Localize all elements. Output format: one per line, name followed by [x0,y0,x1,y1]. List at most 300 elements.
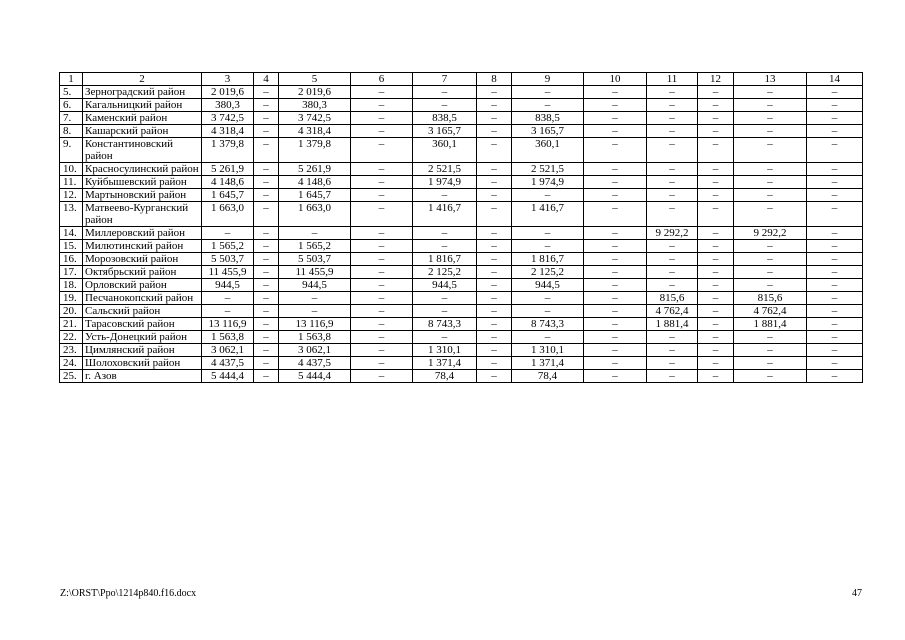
value-cell: – [647,112,698,125]
value-cell: – [351,331,413,344]
value-cell: – [807,370,863,383]
value-cell: – [477,318,512,331]
value-cell: – [202,227,254,240]
value-cell: – [734,202,807,227]
value-cell: – [477,202,512,227]
value-cell: 11 455,9 [279,266,351,279]
row-number: 25. [60,370,83,383]
value-cell: – [254,163,279,176]
value-cell: 1 563,8 [279,331,351,344]
header-cell: 12 [698,73,734,86]
value-cell: 4 148,6 [279,176,351,189]
row-number: 11. [60,176,83,189]
value-cell: – [477,227,512,240]
header-cell: 14 [807,73,863,86]
header-cell: 8 [477,73,512,86]
row-number: 18. [60,279,83,292]
value-cell: – [351,370,413,383]
value-cell: – [698,357,734,370]
value-cell: – [413,227,477,240]
header-cell: 13 [734,73,807,86]
value-cell: – [807,331,863,344]
value-cell: – [254,240,279,253]
district-name: Октябрьский район [83,266,202,279]
table-row [60,240,863,253]
value-cell: – [734,112,807,125]
value-cell: – [477,163,512,176]
district-name: Шолоховский район [83,357,202,370]
value-cell: – [254,253,279,266]
value-cell: 3 062,1 [202,344,254,357]
table-row [60,112,863,125]
value-cell: – [477,240,512,253]
value-cell: 5 444,4 [279,370,351,383]
value-cell: – [584,292,647,305]
value-cell: – [254,266,279,279]
row-number: 21. [60,318,83,331]
value-cell: 1 371,4 [413,357,477,370]
value-cell: – [254,202,279,227]
table-row [60,163,863,176]
value-cell: – [512,189,584,202]
value-cell: – [254,370,279,383]
value-cell: – [647,253,698,266]
value-cell: 944,5 [413,279,477,292]
value-cell: – [698,331,734,344]
value-cell: 2 019,6 [202,86,254,99]
value-cell: – [807,138,863,163]
value-cell: – [734,357,807,370]
header-cell: 6 [351,73,413,86]
district-name: Сальский район [83,305,202,318]
value-cell: – [734,163,807,176]
value-cell: – [698,125,734,138]
table-body [60,73,863,383]
value-cell: – [807,227,863,240]
table-row [60,202,863,227]
value-cell: 1 974,9 [413,176,477,189]
value-cell: – [807,305,863,318]
header-cell: 11 [647,73,698,86]
value-cell: – [254,305,279,318]
value-cell: – [698,202,734,227]
row-number: 15. [60,240,83,253]
page-number: 47 [852,588,862,599]
value-cell: – [647,163,698,176]
value-cell: – [734,253,807,266]
value-cell: – [734,138,807,163]
table-row [60,344,863,357]
value-cell: 1 816,7 [413,253,477,266]
header-cell: 5 [279,73,351,86]
value-cell: 4 437,5 [279,357,351,370]
value-cell: – [254,176,279,189]
value-cell: 1 881,4 [734,318,807,331]
value-cell: – [351,305,413,318]
value-cell: – [413,292,477,305]
value-cell: – [734,189,807,202]
value-cell: – [254,138,279,163]
value-cell: – [477,125,512,138]
value-cell: – [584,86,647,99]
value-cell: – [254,125,279,138]
value-cell: – [734,240,807,253]
table-header-row [60,73,863,86]
value-cell: – [254,292,279,305]
value-cell: – [734,279,807,292]
value-cell: – [351,86,413,99]
header-cell: 7 [413,73,477,86]
value-cell: 380,3 [279,99,351,112]
value-cell: 9 292,2 [734,227,807,240]
value-cell: – [413,240,477,253]
value-cell: – [584,344,647,357]
district-name: Каменский район [83,112,202,125]
value-cell: – [584,318,647,331]
row-number: 19. [60,292,83,305]
value-cell: – [807,292,863,305]
value-cell: – [512,305,584,318]
value-cell: 815,6 [734,292,807,305]
value-cell: 9 292,2 [647,227,698,240]
value-cell: – [698,176,734,189]
row-number: 5. [60,86,83,99]
row-number: 20. [60,305,83,318]
value-cell: – [279,305,351,318]
value-cell: – [413,86,477,99]
row-number: 16. [60,253,83,266]
value-cell: – [477,344,512,357]
value-cell: – [351,112,413,125]
header-cell: 10 [584,73,647,86]
value-cell: – [351,344,413,357]
row-number: 13. [60,202,83,227]
value-cell: – [512,99,584,112]
value-cell: – [647,370,698,383]
value-cell: – [698,99,734,112]
value-cell: – [351,240,413,253]
value-cell: – [254,344,279,357]
value-cell: 1 816,7 [512,253,584,266]
value-cell: – [698,370,734,383]
value-cell: – [512,331,584,344]
value-cell: – [254,318,279,331]
value-cell: – [584,189,647,202]
value-cell: – [698,163,734,176]
value-cell: 1 416,7 [512,202,584,227]
value-cell: 360,1 [512,138,584,163]
value-cell: – [413,99,477,112]
value-cell: – [584,357,647,370]
row-number: 10. [60,163,83,176]
value-cell: 3 062,1 [279,344,351,357]
district-name: Красносулинский район [83,163,202,176]
value-cell: 1 663,0 [202,202,254,227]
value-cell: 1 881,4 [647,318,698,331]
value-cell: – [584,305,647,318]
value-cell: – [477,266,512,279]
value-cell: – [351,163,413,176]
value-cell: 1 563,8 [202,331,254,344]
header-cell: 4 [254,73,279,86]
table-row [60,331,863,344]
value-cell: 2 521,5 [512,163,584,176]
value-cell: – [584,202,647,227]
value-cell: 1 663,0 [279,202,351,227]
value-cell: – [477,305,512,318]
header-cell: 1 [60,73,83,86]
value-cell: – [807,344,863,357]
row-number: 6. [60,99,83,112]
value-cell: 3 742,5 [279,112,351,125]
district-name: Песчанокопский район [83,292,202,305]
value-cell: – [807,86,863,99]
value-cell: – [734,176,807,189]
value-cell: 8 743,3 [413,318,477,331]
data-table [59,72,863,383]
row-number: 12. [60,189,83,202]
value-cell: – [351,357,413,370]
row-number: 24. [60,357,83,370]
district-name: Тарасовский район [83,318,202,331]
district-name: Зерноградский район [83,86,202,99]
value-cell: – [647,86,698,99]
value-cell: 2 019,6 [279,86,351,99]
value-cell: – [477,112,512,125]
header-cell: 9 [512,73,584,86]
value-cell: – [647,138,698,163]
value-cell: 1 310,1 [512,344,584,357]
value-cell: – [584,370,647,383]
value-cell: – [807,279,863,292]
value-cell: 2 125,2 [512,266,584,279]
header-cell: 2 [83,73,202,86]
header-cell: 3 [202,73,254,86]
value-cell: – [698,305,734,318]
value-cell: – [647,279,698,292]
value-cell: – [254,279,279,292]
value-cell: – [351,279,413,292]
value-cell: – [698,253,734,266]
row-number: 23. [60,344,83,357]
value-cell: – [584,176,647,189]
value-cell: – [477,370,512,383]
value-cell: 815,6 [647,292,698,305]
value-cell: 2 521,5 [413,163,477,176]
district-name: Миллеровский район [83,227,202,240]
value-cell: – [807,99,863,112]
value-cell: 8 743,3 [512,318,584,331]
value-cell: – [512,240,584,253]
table-row [60,370,863,383]
district-name: Куйбышевский район [83,176,202,189]
value-cell: – [477,189,512,202]
row-number: 8. [60,125,83,138]
value-cell: – [698,138,734,163]
value-cell: 4 148,6 [202,176,254,189]
table-row [60,227,863,240]
footer-file-path: Z:\ORST\Ppo\1214p840.f16.docx [60,588,197,599]
value-cell: – [254,189,279,202]
value-cell: – [254,357,279,370]
district-name: Цимлянский район [83,344,202,357]
value-cell: – [584,331,647,344]
value-cell: – [254,112,279,125]
value-cell: 380,3 [202,99,254,112]
value-cell: 838,5 [512,112,584,125]
table-row [60,189,863,202]
value-cell: – [698,292,734,305]
district-name: Кашарский район [83,125,202,138]
value-cell: – [698,266,734,279]
value-cell: – [584,125,647,138]
value-cell: 3 165,7 [512,125,584,138]
value-cell: – [647,189,698,202]
value-cell: – [477,138,512,163]
value-cell: 5 444,4 [202,370,254,383]
value-cell: – [734,99,807,112]
value-cell: – [647,266,698,279]
value-cell: – [477,292,512,305]
value-cell: 5 261,9 [202,163,254,176]
value-cell: – [647,331,698,344]
value-cell: 1 565,2 [279,240,351,253]
value-cell: – [512,292,584,305]
district-name: Матвеево-Курганский район [83,202,202,227]
value-cell: – [807,240,863,253]
table-row [60,318,863,331]
district-name: Морозовский район [83,253,202,266]
table-row [60,253,863,266]
value-cell: – [477,86,512,99]
value-cell: 13 116,9 [279,318,351,331]
value-cell: – [807,253,863,266]
table-row [60,86,863,99]
value-cell: – [254,86,279,99]
value-cell: 78,4 [413,370,477,383]
value-cell: – [584,266,647,279]
value-cell: – [807,357,863,370]
value-cell: 4 318,4 [279,125,351,138]
value-cell: 838,5 [413,112,477,125]
value-cell: – [584,279,647,292]
value-cell: – [584,112,647,125]
value-cell: – [584,138,647,163]
value-cell: 1 379,8 [202,138,254,163]
value-cell: – [254,99,279,112]
value-cell: – [254,331,279,344]
row-number: 7. [60,112,83,125]
value-cell: – [734,331,807,344]
value-cell: – [734,125,807,138]
value-cell: 5 503,7 [202,253,254,266]
value-cell: – [279,227,351,240]
table-row [60,305,863,318]
value-cell: 3 165,7 [413,125,477,138]
value-cell: – [807,202,863,227]
value-cell: – [647,357,698,370]
value-cell: – [254,227,279,240]
value-cell: – [351,318,413,331]
value-cell: – [807,266,863,279]
row-number: 9. [60,138,83,163]
row-number: 17. [60,266,83,279]
value-cell: – [477,99,512,112]
value-cell: – [698,112,734,125]
value-cell: – [698,240,734,253]
value-cell: – [202,305,254,318]
district-name: Усть-Донецкий район [83,331,202,344]
value-cell: 4 762,4 [734,305,807,318]
value-cell: 1 371,4 [512,357,584,370]
value-cell: 11 455,9 [202,266,254,279]
value-cell: – [647,240,698,253]
value-cell: – [512,86,584,99]
district-name: Милютинский район [83,240,202,253]
value-cell: 4 762,4 [647,305,698,318]
value-cell: 1 565,2 [202,240,254,253]
value-cell: – [584,163,647,176]
value-cell: – [351,292,413,305]
row-number: 14. [60,227,83,240]
value-cell: – [698,318,734,331]
value-cell: – [477,357,512,370]
value-cell: 13 116,9 [202,318,254,331]
table-row [60,357,863,370]
value-cell: 1 645,7 [279,189,351,202]
table-row [60,125,863,138]
value-cell: – [351,138,413,163]
value-cell: – [351,202,413,227]
value-cell: – [807,163,863,176]
value-cell: 1 310,1 [413,344,477,357]
value-cell: 3 742,5 [202,112,254,125]
value-cell: – [647,176,698,189]
value-cell: – [807,318,863,331]
value-cell: 78,4 [512,370,584,383]
value-cell: – [807,176,863,189]
value-cell: 4 318,4 [202,125,254,138]
value-cell: – [734,266,807,279]
value-cell: – [807,125,863,138]
value-cell: – [351,253,413,266]
value-cell: – [351,189,413,202]
district-name: Константиновский район [83,138,202,163]
value-cell: 2 125,2 [413,266,477,279]
value-cell: – [698,344,734,357]
value-cell: 944,5 [512,279,584,292]
table-row [60,266,863,279]
value-cell: – [413,305,477,318]
value-cell: – [477,279,512,292]
value-cell: – [734,86,807,99]
table-row [60,176,863,189]
value-cell: – [698,279,734,292]
value-cell: – [413,331,477,344]
value-cell: – [202,292,254,305]
table-row [60,99,863,112]
value-cell: – [698,86,734,99]
value-cell: – [351,176,413,189]
value-cell: – [351,125,413,138]
value-cell: – [584,240,647,253]
value-cell: 4 437,5 [202,357,254,370]
value-cell: – [807,112,863,125]
district-name: Орловский район [83,279,202,292]
table-row [60,279,863,292]
value-cell: – [477,176,512,189]
value-cell: – [807,189,863,202]
